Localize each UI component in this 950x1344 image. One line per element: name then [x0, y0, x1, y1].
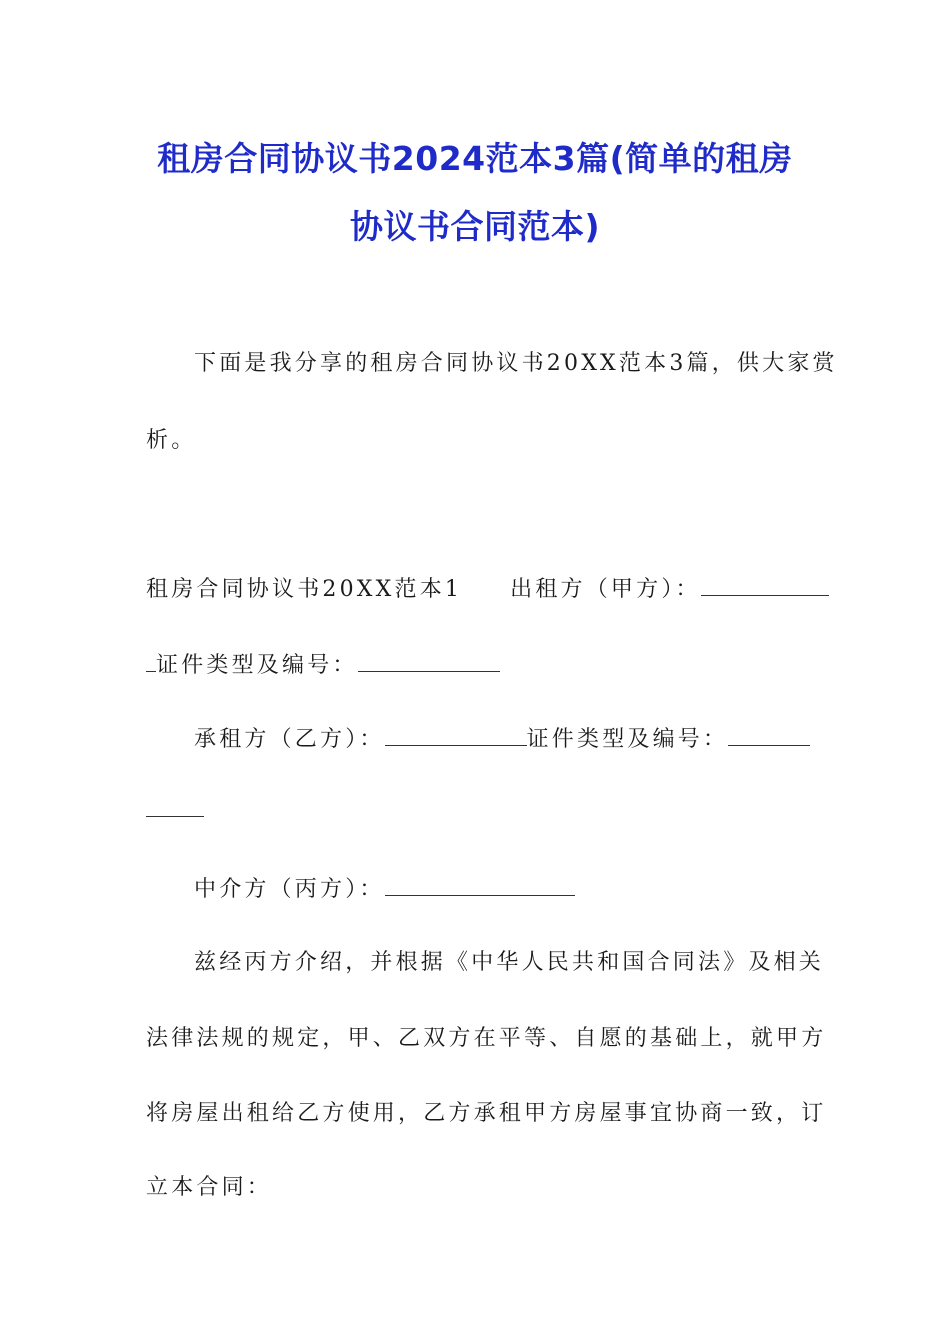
lessor-label: 出租方（甲方）：: [510, 577, 701, 602]
lessee-row: [194, 722, 810, 753]
lessor-blank-continued: [146, 651, 156, 672]
intro-line-1: 下面是我分享的租房合同协议书20XX范本3篇，供大家赏: [194, 351, 838, 376]
body-line-1: 兹经丙方介绍，并根据《中华人民共和国合同法》及相关: [194, 950, 825, 975]
lessee-id-blank-continued: [146, 796, 204, 817]
contract-heading-row: [146, 572, 829, 603]
lessor-id-row: [146, 648, 500, 679]
lessee-id-continued-row: [146, 796, 204, 823]
document-title-line-2: 协议书合同范本): [349, 207, 601, 246]
agent-label: 中介方（丙方）：: [194, 877, 385, 902]
lessee-id-blank: [728, 725, 810, 746]
agent-blank: [385, 875, 575, 896]
intro-line-2: 析。: [146, 428, 197, 453]
lessor-blank: [701, 575, 829, 596]
lessor-id-blank: [358, 651, 500, 672]
agent-row: [194, 872, 575, 903]
document-title-line-1: 租房合同协议书2024范本3篇(简单的租房: [157, 139, 793, 178]
lessee-label: 承租方（乙方）：: [194, 727, 385, 752]
lessee-id-label: 证件类型及编号：: [526, 727, 729, 752]
body-line-4: 立本合同：: [146, 1175, 273, 1200]
lessee-blank: [385, 725, 527, 746]
body-line-2: 法律法规的规定，甲、乙双方在平等、自愿的基础上，就甲方: [146, 1026, 827, 1051]
contract-heading: 租房合同协议书20XX范本1: [146, 577, 463, 602]
lessor-id-label: 证件类型及编号：: [156, 653, 358, 678]
body-line-3: 将房屋出租给乙方使用，乙方承租甲方房屋事宜协商一致，订: [146, 1101, 827, 1126]
